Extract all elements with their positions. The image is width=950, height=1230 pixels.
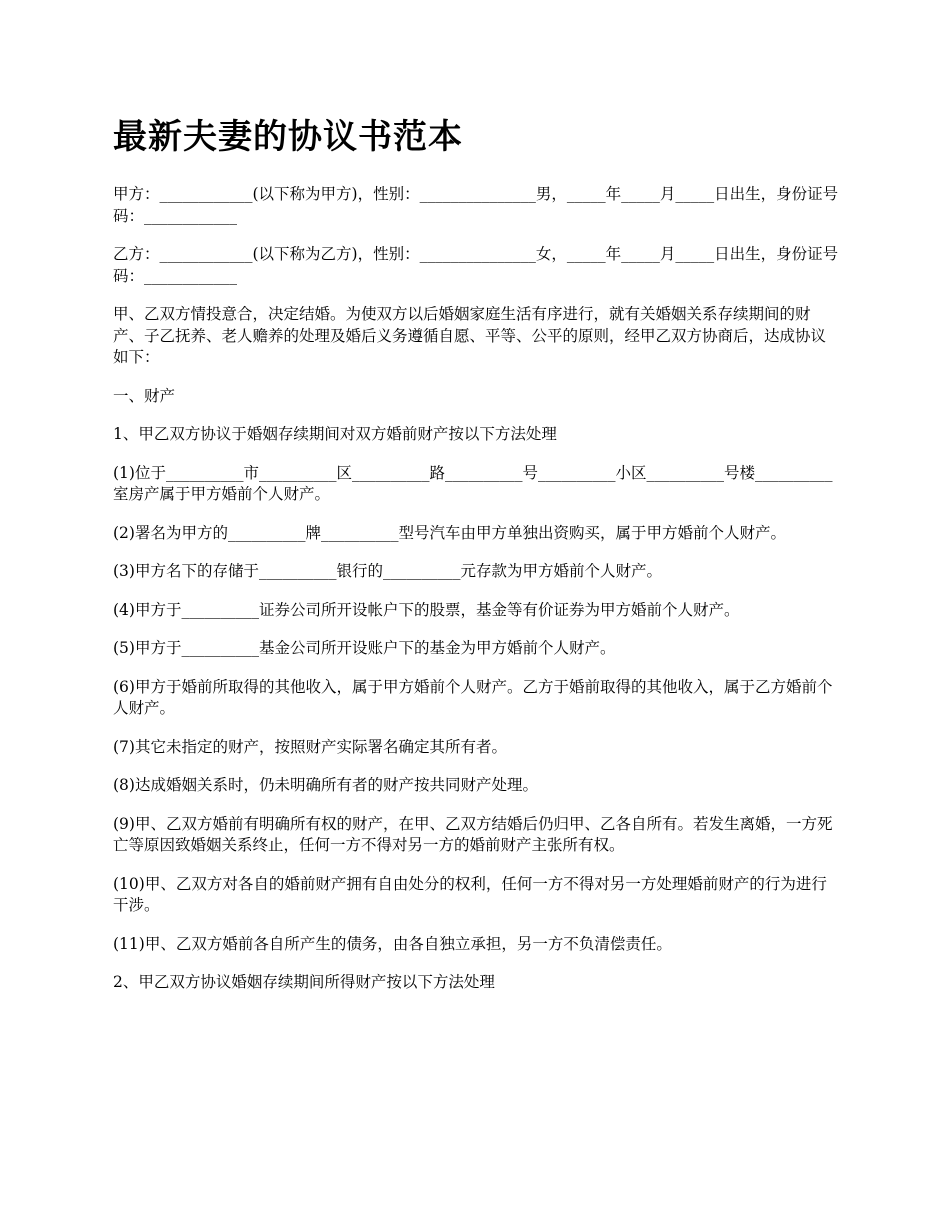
document-page — [113, 112, 841, 1011]
clause-item-8: (8)达成婚姻关系时，仍未明确所有者的财产按共同财产处理。 — [113, 776, 538, 794]
clause-item-6: (6)甲方于婚前所取得的其他收入，属于甲方婚前个人财产。乙方于婚前取得的其他收入，属于乙方婚前个人财产。 — [113, 677, 833, 717]
clause-2-heading: 2、甲乙双方协议婚姻存续期间所得财产按以下方法处理 — [113, 973, 495, 991]
clause-item-2: (2)署名为甲方的__________牌__________型号汽车由甲方单独出资购买，属于甲方婚前个人财产。 — [113, 523, 786, 542]
clause-item-10: (10)甲、乙双方对各自的婚前财产拥有自由处分的权利，任何一方不得对另一方处理婚前财产的行为进行干涉。 — [113, 874, 827, 914]
clause-item-4: (4)甲方于__________证券公司所开设帐户下的股票，基金等有价证券为甲方婚前个人财产。 — [113, 600, 740, 619]
clause-item-9: (9)甲、乙双方婚前有明确所有权的财产，在甲、乙双方结婚后仍归甲、乙各自所有。若发生离婚，一方死亡等原因致婚姻关系终止，任何一方不得对另一方的婚前财产主张所有权。 — [113, 814, 833, 854]
party-a-info: 甲方：____________(以下称为甲方)，性别：_______________男，_____年_____月_____日出生，身份证号码：____________ — [113, 185, 839, 225]
section-heading-property: 一、财产 — [113, 386, 176, 405]
clause-item-7: (7)其它未指定的财产，按照财产实际署名确定其所有者。 — [113, 737, 507, 756]
clause-item-5: (5)甲方于__________基金公司所开设账户下的基金为甲方婚前个人财产。 — [113, 639, 616, 657]
clause-item-1: (1)位于__________市__________区__________路__________号__________小区__________号楼__________室房产属于甲方婚前个人财产。 — [113, 463, 833, 503]
clause-item-11: (11)甲、乙双方婚前各自所产生的债务，由各自独立承担，另一方不负清偿责任。 — [113, 934, 672, 953]
clause-1-heading: 1、甲乙双方协议于婚姻存续期间对双方婚前财产按以下方法处理 — [113, 425, 557, 443]
clause-item-3: (3)甲方名下的存储于__________银行的__________元存款为甲方婚前个人财产。 — [113, 562, 662, 580]
party-b-info: 乙方：____________(以下称为乙方)，性别：_______________女，_____年_____月_____日出生，身份证号码：____________ — [113, 245, 839, 285]
document-title: 最新夫妻的协议书范本 — [113, 117, 463, 157]
preamble: 甲、乙双方情投意合，决定结婚。为使双方以后婚姻家庭生活有序进行，就有关婚姻关系存续期间的财产、子乙抚养、老人赡养的处理及婚后义务遵循自愿、平等、公平的原则，经甲乙双方协商后，达成协议如下： — [113, 305, 827, 366]
